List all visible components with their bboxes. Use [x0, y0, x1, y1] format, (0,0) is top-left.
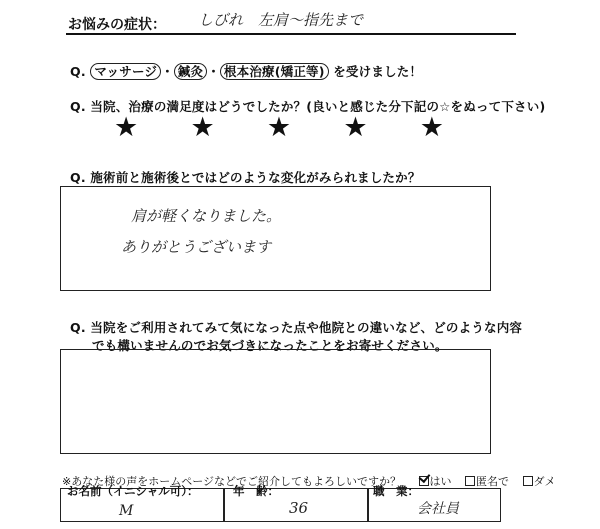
- q1-option-root-treatment[interactable]: 根本治療(矯正等): [220, 63, 329, 80]
- job-value[interactable]: 会社員: [417, 501, 459, 517]
- star-icon[interactable]: ★: [266, 112, 292, 143]
- q1-prefix: Q.: [70, 64, 86, 79]
- q4-question-line-2: でも構いませんのでお気づきになったことをお寄せください。: [92, 338, 448, 353]
- consent-option-yes[interactable]: はい: [419, 475, 456, 488]
- checkbox-icon[interactable]: [523, 476, 533, 486]
- job-label: 職 業：: [373, 484, 419, 498]
- age-label: 年 齢：: [233, 484, 279, 498]
- star-icon[interactable]: ★: [190, 112, 215, 143]
- star-icon[interactable]: ★: [114, 112, 139, 143]
- q2-question: Q. 当院、治療の満足度はどうでしたか？(良いと感じた分下記の☆をぬって下さい): [70, 99, 546, 114]
- age-value[interactable]: 36: [289, 499, 309, 517]
- symptoms-underline: [66, 33, 516, 35]
- footer-info-table: [60, 484, 501, 522]
- consent-question: ※あなた様の声をホームページなどでご紹介してもよろしいですか？: [62, 475, 401, 488]
- symptoms-label: お悩みの症状：: [68, 17, 166, 33]
- q1-option-massage[interactable]: マッサージ: [90, 63, 161, 80]
- star-icon[interactable]: ★: [343, 112, 368, 143]
- q4-answer-box[interactable]: [60, 349, 491, 454]
- satisfaction-stars: [114, 114, 444, 142]
- q3-answer-line-1: 肩が軽くなりました。: [131, 207, 282, 225]
- q1-dot-2: ・: [207, 64, 220, 79]
- q1-question: [70, 62, 422, 80]
- footer-separator: [367, 489, 369, 521]
- q3-answer-line-2: ありがとうございます: [121, 238, 272, 256]
- consent-option-no[interactable]: ダメ: [523, 475, 556, 488]
- checkbox-icon[interactable]: [465, 476, 475, 486]
- name-value[interactable]: M: [119, 503, 134, 519]
- consent-option-anonymous[interactable]: 匿名で: [465, 475, 513, 488]
- footer-separator: [223, 489, 225, 521]
- q1-option-acupuncture[interactable]: 鍼灸: [174, 63, 207, 80]
- q1-dot-1: ・: [161, 64, 174, 79]
- q3-answer-box[interactable]: [60, 186, 491, 291]
- q1-suffix: を受けました！: [333, 64, 423, 79]
- checked-box-icon[interactable]: [419, 476, 429, 486]
- symptoms-handwritten: しびれ 左肩〜指先まで: [198, 11, 364, 29]
- name-label: お名前（イニシャル可）：: [67, 484, 199, 498]
- star-icon[interactable]: ★: [419, 112, 444, 143]
- q4-question-line-1: Q. 当院をご利用されてみて気になった点や他院との違いなど、どのような内容: [70, 320, 523, 335]
- q3-question: Q. 施術前と施術後とではどのような変化がみられましたか？: [70, 170, 421, 185]
